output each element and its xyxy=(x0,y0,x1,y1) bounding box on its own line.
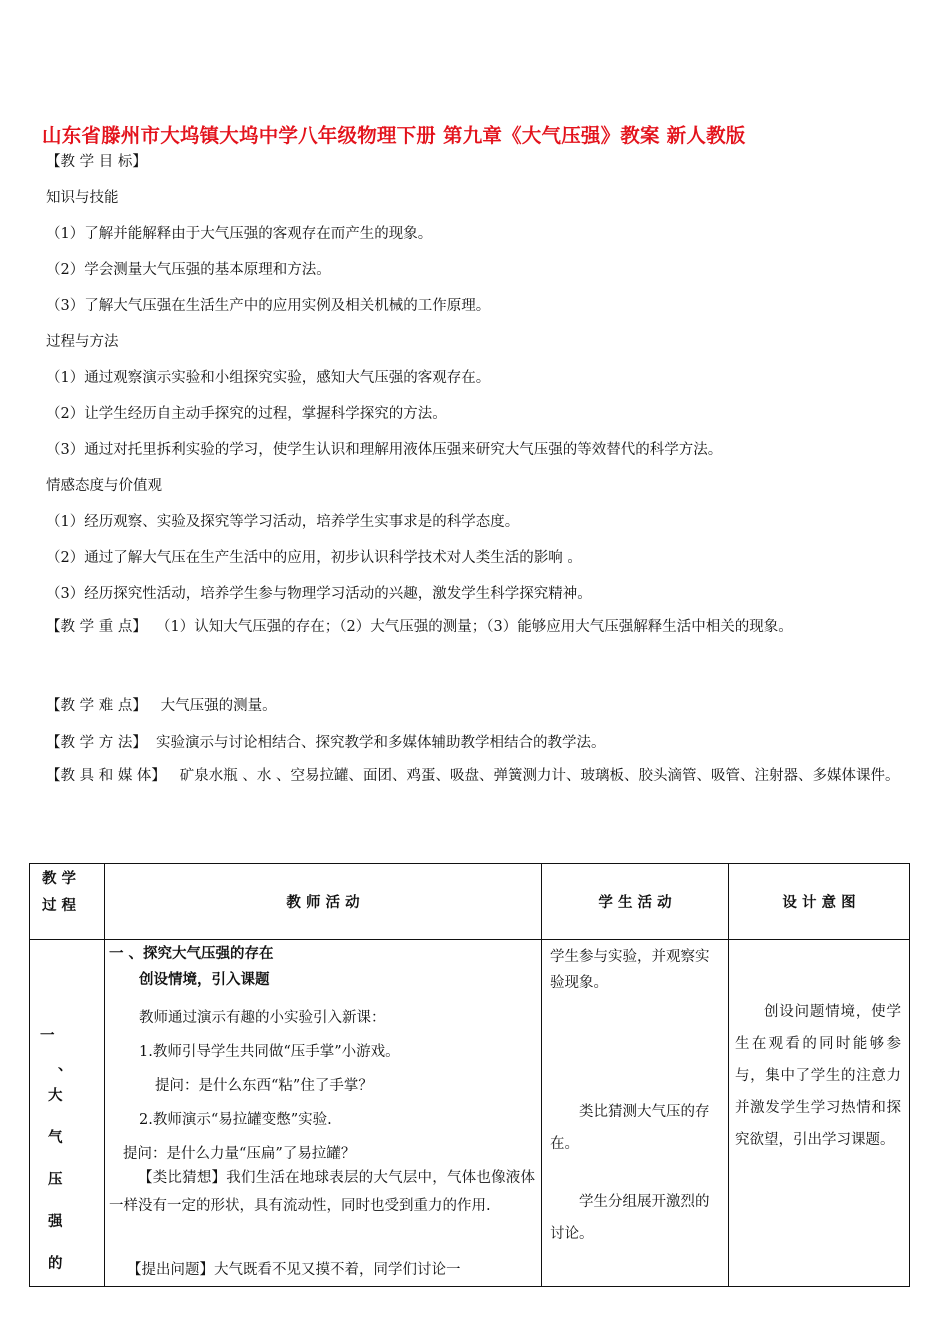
key-points-text: （1）认知大气压强的存在；（2）大气压强的测量；（3）能够应用大气压强解释生活中相关的现象。 xyxy=(156,619,793,635)
media xyxy=(46,758,908,794)
process-char: 大 xyxy=(48,1088,63,1104)
difficulty-text: 大气压强的测量。 xyxy=(160,698,277,714)
header-process xyxy=(30,864,105,940)
emotion-item: （1）经历观察、实验及探究等学习活动，培养学生实事求是的科学态度。 xyxy=(46,514,520,530)
process-char: 的 xyxy=(48,1256,63,1272)
knowledge-item: （1）了解并能解释由于大气压强的客观存在而产生的现象。 xyxy=(46,226,433,242)
teacher-line: 提问：是什么东西“粘”住了手掌？ xyxy=(155,1078,373,1094)
key-points-label: 【教 学 重 点】 xyxy=(46,619,147,635)
teacher-line: 2.教师演示“易拉罐变憋”实验. xyxy=(139,1112,332,1128)
teacher-line: 1.教师引导学生共同做“压手掌”小游戏。 xyxy=(139,1044,400,1060)
header-process-line1: 教 学 xyxy=(42,871,77,887)
method xyxy=(46,731,606,752)
emotion-item: （2）通过了解大气压在生产生活中的应用，初步认识科学技术对人类生活的影响 。 xyxy=(46,550,582,566)
process-title: 过程与方法 xyxy=(46,334,119,350)
question-paragraph xyxy=(127,1258,461,1279)
key-points xyxy=(46,609,908,645)
guess-label: 【类比猜想】 xyxy=(138,1170,227,1186)
question-label: 【提出问题】 xyxy=(127,1262,214,1278)
teacher-cell xyxy=(105,940,542,1287)
header-teacher: 教 师 活 动 xyxy=(105,864,542,940)
media-text: 矿泉水瓶 、水 、空易拉罐、面团、鸡蛋、吸盘、弹簧测力计、玻璃板、胶头滴管、吸管、注射器、多媒体课件。 xyxy=(179,768,900,784)
process-char: 一 xyxy=(40,1028,55,1044)
student-text: 类比猜测大气压的存在。 xyxy=(550,1104,710,1152)
emotion-item: （3）经历探究性活动，培养学生参与物理学习活动的兴趣，激发学生科学探究精神。 xyxy=(46,586,592,602)
header-student: 学 生 活 动 xyxy=(542,864,729,940)
emotion-title: 情感态度与价值观 xyxy=(46,478,162,494)
guess-text: 我们生活在地球表层的大气层中，气体也像液体一样没有一定的形状，具有流动性，同时也受到重力的作用. xyxy=(109,1170,536,1214)
subsection-title: 创设情境，引入课题 xyxy=(139,972,270,988)
document-title: 山东省滕州市大坞镇大坞中学八年级物理下册 第九章《大气压强》教案 新人教版 xyxy=(42,124,746,147)
header-process-line2: 过 程 xyxy=(42,898,77,914)
process-char: 、 xyxy=(58,1058,73,1074)
media-label: 【教 具 和 媒 体】 xyxy=(46,768,166,784)
process-char: 气 xyxy=(48,1130,63,1146)
design-cell xyxy=(729,940,910,1287)
student-cell xyxy=(542,940,729,1287)
process-char: 强 xyxy=(48,1214,63,1230)
process-item: （1）通过观察演示实验和小组探究实验，感知大气压强的客观存在。 xyxy=(46,370,491,386)
lesson-table xyxy=(29,863,910,1287)
design-text: 创设问题情境，使学生在观看的同时能够参与，集中了学生的注意力并激发学生学习热情和探究欲望，引出学习课题。 xyxy=(735,1004,901,1148)
method-label: 【教 学 方 法】 xyxy=(46,735,147,751)
teacher-line: 提问：是什么力量“压扁”了易拉罐？ xyxy=(123,1146,356,1162)
knowledge-item: （3）了解大气压强在生活生产中的应用实例及相关机械的工作原理。 xyxy=(46,298,491,314)
process-cell xyxy=(30,940,105,1287)
table-row xyxy=(30,940,910,1287)
student-text: 学生分组展开激烈的讨论。 xyxy=(550,1194,710,1242)
section-title: 一 、探究大气压强的存在 xyxy=(109,946,274,962)
difficulty-label: 【教 学 难 点】 xyxy=(46,698,147,714)
knowledge-title: 知识与技能 xyxy=(46,190,119,206)
question-text: 大气既看不见又摸不着，同学们讨论一 xyxy=(214,1262,461,1278)
teacher-line: 教师通过演示有趣的小实验引入新课： xyxy=(139,1010,386,1026)
objectives-header: 【教 学 目 标】 xyxy=(46,154,147,170)
process-item: （3）通过对托里拆利实验的学习，使学生认识和理解用液体压强来研究大气压强的等效替代的科学方法。 xyxy=(46,442,723,458)
header-design: 设 计 意 图 xyxy=(729,864,910,940)
table-header-row xyxy=(30,864,910,940)
difficulty xyxy=(46,694,277,715)
guess-paragraph xyxy=(109,1164,535,1220)
process-item: （2）让学生经历自主动手探究的过程，掌握科学探究的方法。 xyxy=(46,406,447,422)
process-char: 压 xyxy=(48,1172,63,1188)
student-text: 学生参与实验，并观察实验现象。 xyxy=(550,949,710,991)
knowledge-item: （2）学会测量大气压强的基本原理和方法。 xyxy=(46,262,331,278)
method-text: 实验演示与讨论相结合、探究教学和多媒体辅助教学相结合的教学法。 xyxy=(156,735,606,751)
